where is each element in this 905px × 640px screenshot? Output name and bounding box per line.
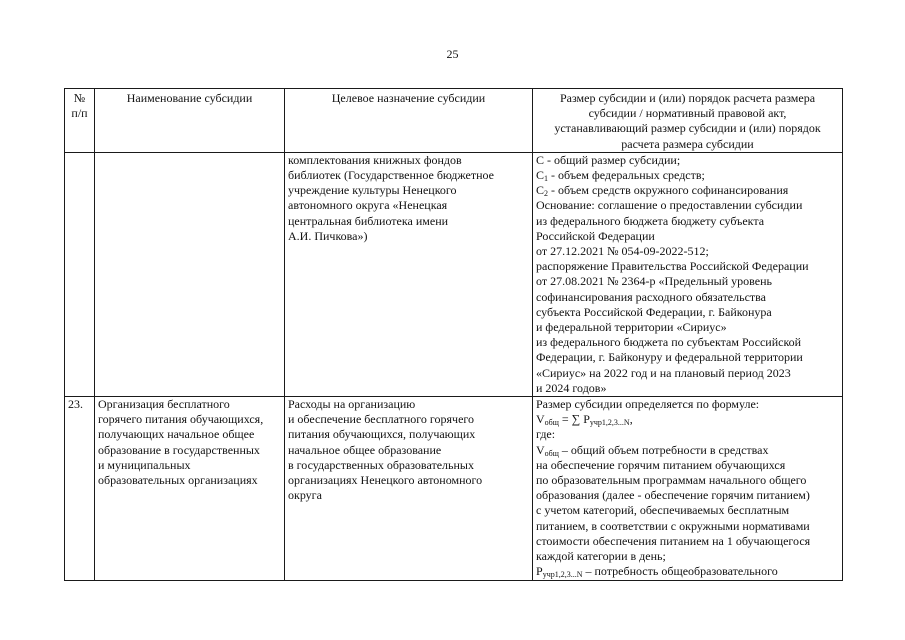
row-number: 23.	[65, 397, 95, 580]
row-subsidy-purpose	[285, 397, 533, 580]
header-size-line: расчета размера субсидии	[621, 136, 754, 151]
header-subsidy-name: Наименование субсидии	[95, 89, 285, 153]
name-line: и муниципальных	[98, 457, 191, 472]
size-line: из федерального бюджета по субъектам Российской	[536, 335, 802, 350]
size-line: стоимости обеспечения питанием на 1 обучающегося	[536, 533, 811, 548]
size-line: питанием, в соответствии с окружными нормативами	[536, 518, 810, 533]
row-subsidy-purpose	[285, 152, 533, 396]
size-line: каждой категории в день;	[536, 549, 666, 564]
name-line: получающих начальное общее	[98, 427, 255, 442]
purpose-line: автономного округа «Ненецкая	[288, 198, 448, 213]
name-line: Организация бесплатного	[98, 397, 230, 412]
purpose-line: питания обучающихся, получающих	[288, 427, 476, 442]
purpose-line: в государственных образовательных	[288, 457, 474, 472]
size-line: по образовательным программам начального общего	[536, 473, 807, 488]
size-line: софинансирования расходного обязательства	[536, 289, 766, 304]
header-size-line: устанавливающий размер субсидии и (или) порядок	[554, 121, 821, 136]
name-line: образование в государственных	[98, 442, 260, 457]
formula-where: где:	[536, 427, 556, 442]
size-line: образования (далее - обеспечение горячим питанием)	[536, 488, 810, 503]
table-row	[65, 397, 843, 580]
size-line: Федерации, г. Байконуру и федеральной территории	[536, 350, 803, 365]
size-line: из федерального бюджета бюджету субъекта	[536, 213, 765, 228]
size-line: и федеральной территории «Сириус»	[536, 320, 727, 335]
purpose-line: А.И. Пичкова»)	[288, 228, 368, 243]
size-line: на обеспечение горячим питанием обучающихся	[536, 457, 786, 472]
purpose-line: комплектования книжных фондов	[288, 152, 462, 167]
purpose-line: центральная библиотека имени	[288, 213, 449, 228]
row-subsidy-name	[95, 397, 285, 580]
table-row	[65, 152, 843, 396]
name-line: горячего питания обучающихся,	[98, 412, 264, 427]
table-header-row	[65, 89, 843, 153]
size-line: от 27.08.2021 № 2364-р «Предельный уровень	[536, 274, 772, 289]
row-subsidy-size	[533, 152, 843, 396]
header-size-line: субсидии / нормативный правовой акт,	[588, 106, 787, 121]
purpose-line: и обеспечение бесплатного горячего	[288, 412, 475, 427]
size-line: от 27.12.2021 № 054-09-2022-512;	[536, 244, 709, 259]
header-number-line: п/п	[71, 106, 88, 121]
header-number	[65, 89, 95, 153]
formula-intro: Размер субсидии определяется по формуле:	[536, 397, 760, 412]
formula-definition-v: $V_{общ}$ – общий объем потребности в средствах	[536, 442, 769, 458]
formula-definition-p: $Р_{учр1,2,3...N}$ – потребность общеобразовательного	[536, 564, 778, 580]
size-line: с учетом категорий, обеспечиваемых бесплатным	[536, 503, 790, 518]
row-subsidy-name	[95, 152, 285, 396]
header-subsidy-size	[533, 89, 843, 153]
name-line: образовательных организациях	[98, 473, 258, 488]
purpose-line: библиотек (Государственное бюджетное	[288, 168, 494, 183]
row-number	[65, 152, 95, 396]
page-number: 25	[446, 47, 459, 61]
subsidy-table	[64, 88, 843, 581]
formula-definition-c: С - общий размер субсидии;	[536, 152, 681, 167]
purpose-line: учреждение культуры Ненецкого	[288, 183, 457, 198]
header-subsidy-purpose: Целевое назначение субсидии	[285, 89, 533, 153]
size-line: «Сириус» на 2022 год и на плановый период 2023	[536, 365, 791, 380]
formula-definition-c1: $С_1$ - объем федеральных средств;	[536, 168, 705, 184]
formula-definition-c2: $С_2$ - объем средств окружного софинансирования	[536, 183, 789, 199]
header-number-line: №	[73, 91, 86, 105]
size-line: Российской Федерации	[536, 228, 655, 243]
formula-expression: $V_{общ}$ = ∑ $Р_{учр1,2,3...N}$,	[536, 412, 633, 428]
purpose-line: начальное общее образование	[288, 442, 442, 457]
size-line: и 2024 годов»	[536, 380, 607, 395]
size-line: Основание: соглашение о предоставлении субсидии	[536, 198, 803, 213]
header-size-line: Размер субсидии и (или) порядок расчета размера	[559, 91, 816, 105]
purpose-line: организациях Ненецкого автономного	[288, 473, 483, 488]
size-line: распоряжение Правительства Российской Федерации	[536, 259, 809, 274]
row-subsidy-size	[533, 397, 843, 580]
purpose-line: округа	[288, 488, 322, 503]
purpose-line: Расходы на организацию	[288, 397, 416, 412]
size-line: субъекта Российской Федерации, г. Байконура	[536, 304, 772, 319]
